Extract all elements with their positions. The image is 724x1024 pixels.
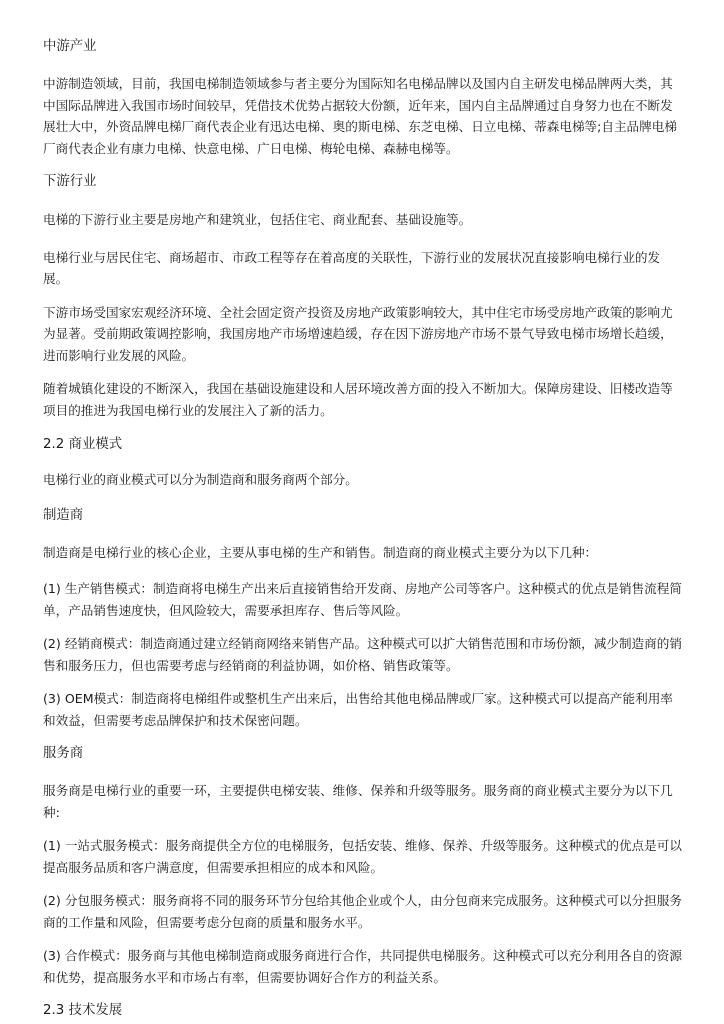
heading-manufacturer: 制造商 [43, 507, 84, 523]
paragraph-midstream: 中游制造领域，目前，我国电梯制造领域参与者主要分为国际知名电梯品牌以及国内自主研发电梯品牌两大类，其中国际品牌进入我国市场时间较早，凭借技术优势占据较大份额，近年来，国内自主品牌通过自身努力也在不断发展壮大中，外资品牌电梯厂商代表企业有迅达电梯、奥的斯电梯、东芝电梯、日立电梯、蒂森电梯等;自主品牌电梯厂商代表企业有康力电梯、快意电梯、广日电梯、梅轮电梯、森赫电梯等。 [43, 76, 677, 156]
paragraph-manufacturer-3: (3) OEM模式：制造商将电梯组件或整机生产出来后，出售给其他电梯品牌或厂家。这种模式可以提高产能利用率和效益，但需要考虑品牌保护和技术保密问题。 [43, 691, 673, 728]
paragraph-manufacturer-2: (2) 经销商模式：制造商通过建立经销商网络来销售产品。这种模式可以扩大销售范围和市场份额，减少制造商的销售和服务压力，但也需要考虑与经销商的利益协调，如价格、销售政策等。 [43, 636, 682, 673]
heading-midstream: 中游产业 [43, 39, 97, 54]
paragraph-downstream-4: 随着城镇化建设的不断深入，我国在基础设施建设和人居环境改善方面的投入不断加大。保障房建设、旧楼改造等项目的推进为我国电梯行业的发展注入了新的活力。 [43, 381, 673, 418]
heading-tech-development: 2.3 技术发展 [43, 1003, 123, 1018]
heading-service-provider: 服务商 [43, 746, 84, 761]
paragraph-manufacturer-1: (1) 生产销售模式：制造商将电梯生产出来后直接销售给开发商、房地产公司等客户。这种模式的优点是销售流程简单，产品销售速度快，但风险较大，需要承担库存、售后等风险。 [43, 581, 682, 618]
document-body [43, 36, 685, 1022]
paragraph-downstream-2: 电梯行业与居民住宅、商场超市、市政工程等存在着高度的关联性，下游行业的发展状况直接影响电梯行业的发展。 [43, 249, 661, 286]
heading-business-model: 2.2 商业模式 [43, 437, 123, 452]
paragraph-business-model: 电梯行业的商业模式可以分为制造商和服务商两个部分。 [43, 472, 358, 487]
paragraph-downstream-1: 电梯的下游行业主要是房地产和建筑业，包括住宅、商业配套、基础设施等。 [43, 212, 472, 227]
paragraph-service-2: (2) 分包服务模式：服务商将不同的服务环节分包给其他企业或个人，由分包商来完成服务。这种模式可以分担服务商的工作量和风险，但需要考虑分包商的质量和服务水平。 [43, 893, 682, 930]
paragraph-downstream-3: 下游市场受国家宏观经济环境、全社会固定资产投资及房地产政策影响较大，其中住宅市场受房地产政策的影响尤为显著。受前期政策调控影响，我国房地产市场增速趋缓，存在因下游房地产市场不景气导致电梯市场增长趋缓，进而影响行业发展的风险。 [43, 304, 673, 363]
paragraph-service-intro: 服务商是电梯行业的重要一环，主要提供电梯安装、维修、保养和升级等服务。服务商的商业模式主要分为以下几种: [43, 783, 673, 820]
paragraph-service-3: (3) 合作模式：服务商与其他电梯制造商或服务商进行合作，共同提供电梯服务。这种模式可以充分利用各自的资源和优势，提高服务水平和市场占有率，但需要协调好合作方的利益关系。 [43, 948, 682, 985]
paragraph-service-1: (1) 一站式服务模式：服务商提供全方位的电梯服务，包括安装、维修、保养、升级等服务。这种模式的优点是可以提高服务品质和客户满意度，但需要承担相应的成本和风险。 [43, 838, 682, 875]
paragraph-manufacturer-intro: 制造商是电梯行业的核心企业，主要从事电梯的生产和销售。制造商的商业模式主要分为以下几种： [43, 544, 598, 560]
heading-downstream: 下游行业 [43, 174, 97, 189]
